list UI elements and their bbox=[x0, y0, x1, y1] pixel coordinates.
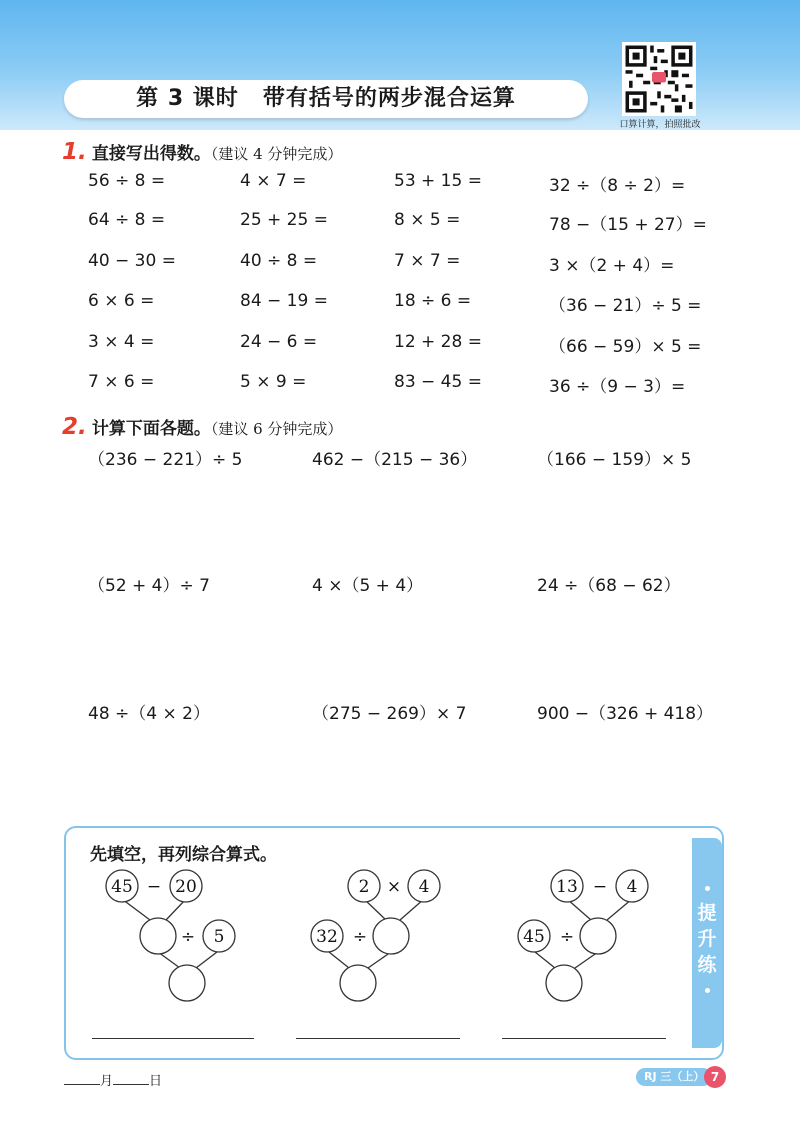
operator-2: ÷ bbox=[352, 927, 368, 947]
value-a: 13 bbox=[556, 877, 578, 897]
blank-circle bbox=[580, 918, 616, 954]
oral-item: 7 × 7 = bbox=[394, 251, 461, 271]
value-b: 4 bbox=[418, 877, 430, 897]
side-value: 32 bbox=[316, 927, 338, 947]
oral-item: 40 − 30 = bbox=[88, 251, 176, 271]
value-a: 45 bbox=[111, 877, 133, 897]
oral-item: 64 ÷ 8 = bbox=[88, 210, 166, 230]
oral-item: （36 − 21）÷ 5 = bbox=[549, 296, 702, 316]
oral-item: 7 × 6 = bbox=[88, 372, 155, 392]
side-dot bbox=[705, 988, 710, 993]
blank-circle bbox=[340, 965, 376, 1001]
calc-problem: （52 + 4）÷ 7 bbox=[88, 576, 210, 596]
diagram-2 bbox=[311, 870, 440, 1001]
section2-header bbox=[62, 414, 342, 440]
section2-heading: 计算下面各题。（建议 6 分钟完成） bbox=[91, 419, 343, 439]
lesson-label: 第 3 课时 bbox=[136, 86, 239, 111]
oral-item: 3 ×（2 + 4）= bbox=[549, 256, 675, 276]
oral-item: 24 − 6 = bbox=[240, 332, 318, 352]
blank-circle bbox=[169, 965, 205, 1001]
calc-problem: 4 ×（5 + 4） bbox=[312, 576, 424, 596]
oral-item: （66 − 59）× 5 = bbox=[549, 337, 702, 357]
oral-item: 78 −（15 + 27）= bbox=[549, 215, 707, 235]
answer-line[interactable] bbox=[92, 1038, 254, 1039]
operator-2: ÷ bbox=[559, 927, 575, 947]
value-b: 4 bbox=[626, 877, 638, 897]
calc-problem: 48 ÷（4 × 2） bbox=[88, 704, 210, 724]
operator-1: − bbox=[146, 877, 162, 897]
answer-line[interactable] bbox=[296, 1038, 460, 1039]
month-label: 月 bbox=[100, 1074, 114, 1089]
month-blank[interactable] bbox=[64, 1070, 100, 1085]
operator-1: − bbox=[592, 877, 608, 897]
oral-item: 12 + 28 = bbox=[394, 332, 482, 352]
calc-problem: （236 − 221）÷ 5 bbox=[88, 450, 243, 470]
section1-number: 1. bbox=[62, 139, 87, 165]
oral-item: 25 + 25 = bbox=[240, 210, 328, 230]
operator-1: × bbox=[386, 877, 402, 897]
oral-item: 84 − 19 = bbox=[240, 291, 328, 311]
diagram-1 bbox=[106, 870, 235, 1001]
day-blank[interactable] bbox=[113, 1070, 149, 1085]
blank-circle bbox=[373, 918, 409, 954]
oral-item: 3 × 4 = bbox=[88, 332, 155, 352]
oral-item: 56 ÷ 8 = bbox=[88, 171, 166, 191]
calc-problem: 462 −（215 − 36） bbox=[312, 450, 478, 470]
oral-item: 5 × 9 = bbox=[240, 372, 307, 392]
oral-item: 4 × 7 = bbox=[240, 171, 307, 191]
side-label: 提 升 练 bbox=[697, 902, 717, 976]
value-b: 20 bbox=[175, 877, 197, 897]
section1-hint: （建议 4 分钟完成） bbox=[210, 145, 343, 163]
fill-heading: 先填空，再列综合算式。 bbox=[90, 845, 277, 865]
blank-circle bbox=[140, 918, 176, 954]
lesson-title: 带有括号的两步混合运算 bbox=[262, 86, 516, 111]
oral-item: 8 × 5 = bbox=[394, 210, 461, 230]
side-value: 5 bbox=[213, 927, 225, 947]
blank-circle bbox=[546, 965, 582, 1001]
page-title bbox=[64, 80, 588, 118]
section1-heading: 直接写出得数。（建议 4 分钟完成） bbox=[91, 144, 343, 164]
section2-hint: （建议 6 分钟完成） bbox=[210, 420, 343, 438]
oral-item: 36 ÷（9 − 3）= bbox=[549, 377, 686, 397]
grade-badge: RJ 三（上） bbox=[636, 1068, 712, 1086]
oral-item: 18 ÷ 6 = bbox=[394, 291, 472, 311]
calc-problem: （275 − 269）× 7 bbox=[312, 704, 467, 724]
oral-item: 32 ÷（8 ÷ 2）= bbox=[549, 176, 686, 196]
day-label: 日 bbox=[149, 1074, 163, 1089]
value-a: 2 bbox=[358, 877, 370, 897]
calc-problem: 24 ÷（68 − 62） bbox=[537, 576, 681, 596]
oral-item: 6 × 6 = bbox=[88, 291, 155, 311]
qr-code-icon[interactable] bbox=[622, 42, 696, 116]
qr-caption: 口算计算，拍照批改 bbox=[619, 120, 701, 130]
side-dot bbox=[705, 886, 710, 891]
calc-problem: 900 −（326 + 418） bbox=[537, 704, 714, 724]
oral-item: 40 ÷ 8 = bbox=[240, 251, 318, 271]
page-number: 7 bbox=[704, 1066, 726, 1088]
side-value: 45 bbox=[523, 927, 545, 947]
answer-line[interactable] bbox=[502, 1038, 666, 1039]
oral-item: 53 + 15 = bbox=[394, 171, 482, 191]
diagram-3 bbox=[518, 870, 648, 1001]
calc-problem: （166 − 159）× 5 bbox=[537, 450, 692, 470]
section2-number: 2. bbox=[62, 414, 87, 440]
fill-diagrams bbox=[70, 862, 690, 1012]
operator-2: ÷ bbox=[180, 927, 196, 947]
oral-item: 83 − 45 = bbox=[394, 372, 482, 392]
section1-header bbox=[62, 139, 342, 165]
date-field bbox=[64, 1070, 162, 1089]
